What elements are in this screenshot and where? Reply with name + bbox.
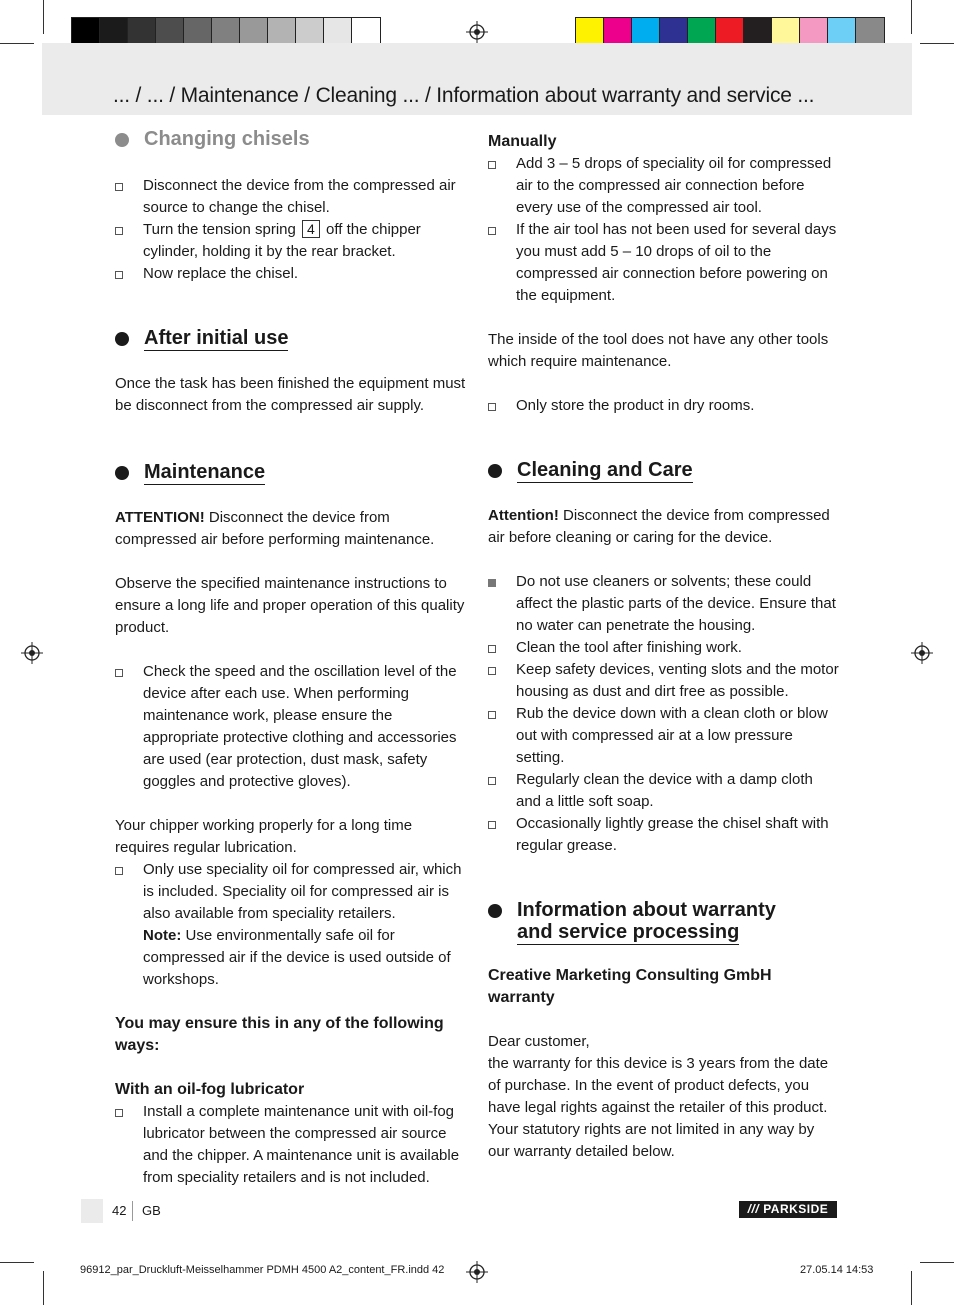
checkbox-bullet-icon [115,1109,123,1117]
checkbox-bullet-icon [488,777,496,785]
section-heading-warranty: Information about warranty and service processing [488,899,840,943]
left-column [115,128,467,1189]
color-swatch [296,18,324,46]
paragraph: the warranty for this device is 3 years from the date of purchase. In the event of product defects, you have legal rights against the retailer of this product. Your statutory rights are not limited in any way by our warranty detailed below. [488,1055,829,1160]
subheading: Manually [488,133,557,150]
file-info: 96912_par_Druckluft-Meisselhammer PDMH 4500 A2_content_FR.indd 42 [80,1264,445,1276]
checkbox-bullet-icon [488,711,496,719]
color-swatch [632,18,660,46]
color-swatch [688,18,716,46]
checkbox-bullet-icon [488,227,496,235]
crop-mark [920,43,954,44]
checkbox-bullet-icon [115,183,123,191]
list-item: Install a complete maintenance unit with oil-fog lubricator between the compressed air source and the chipper. A maintenance unit is available from speciality retailers and is not included. [115,1101,467,1189]
right-column [488,131,840,1163]
logo-stripes-icon: /// [747,1202,760,1216]
bullet-dot-icon [115,332,129,346]
color-swatch [240,18,268,46]
subheading: With an oil-fog lubricator [115,1081,305,1098]
list-item: Add 3 – 5 drops of speciality oil for compressed air to the compressed air connection before every use of the compressed air tool. [488,153,840,219]
bullet-dot-icon [115,133,129,147]
bullet-dot-icon [115,466,129,480]
color-swatch [716,18,744,46]
registration-mark-icon [21,642,43,664]
bullet-dot-icon [488,904,502,918]
color-swatch [772,18,800,46]
list-item: Check the speed and the oscillation level of the device after each use. When performing maintenance work, please ensure the appropriate protective clothing and accessories are used (ear protection, dust mask, safety goggles and protective gloves). [115,661,467,793]
registration-mark-icon [466,1261,488,1283]
checkbox-bullet-icon [115,867,123,875]
registration-mark-icon [911,642,933,664]
color-swatch [100,18,128,46]
checkbox-bullet-icon [488,403,496,411]
list-item: Disconnect the device from the compressed air source to change the chisel. [115,175,467,219]
checkbox-bullet-icon [115,669,123,677]
color-swatch [828,18,856,46]
subheading: You may ensure this in any of the following ways: [115,1015,444,1054]
crop-mark [0,1262,34,1263]
parkside-logo: /// PARKSIDE [739,1201,837,1218]
crop-mark [911,1271,912,1305]
page-number-tab [81,1199,103,1223]
checkbox-bullet-icon [488,821,496,829]
paragraph: Observe the specified maintenance instructions to ensure a long life and proper operation of this quality product. [115,575,465,636]
square-bullet-icon [488,579,496,587]
color-swatch [268,18,296,46]
page-number: 42 [112,1203,127,1218]
attention-paragraph: Attention! Disconnect the device from compressed air before cleaning or caring for the device. [488,507,830,546]
section-heading-maintenance: Maintenance [115,461,467,485]
list-item: Regularly clean the device with a damp cloth and a little soft soap. [488,769,840,813]
checkbox-bullet-icon [488,667,496,675]
paragraph: Your chipper working properly for a long time requires regular lubrication. [115,817,413,856]
checkbox-bullet-icon [488,161,496,169]
crop-mark [920,1262,954,1263]
color-swatch [72,18,100,46]
list-item: Clean the tool after finishing work. [488,637,840,659]
list-item: Do not use cleaners or solvents; these could affect the plastic parts of the device. Ensure that no water can penetrate the housing. [488,571,840,637]
color-swatch [660,18,688,46]
color-swatch [576,18,604,46]
registration-mark-icon [466,21,488,43]
part-number-box: 4 [302,220,320,238]
list-item: Now replace the chisel. [115,263,467,285]
crop-mark [43,1271,44,1305]
language-code: GB [142,1203,161,1218]
section-heading-changing-chisels: Changing chisels [115,128,467,151]
section-heading-cleaning-and-care: Cleaning and Care [488,459,840,483]
paragraph: The inside of the tool does not have any other tools which require maintenance. [488,331,829,370]
color-swatch [604,18,632,46]
checkbox-bullet-icon [488,645,496,653]
subheading: Creative Marketing Consulting GmbH warranty [488,967,772,1006]
color-swatch [184,18,212,46]
attention-paragraph: ATTENTION! Disconnect the device from compressed air before performing maintenance. [115,509,435,548]
color-swatch [212,18,240,46]
section-heading-after-initial-use: After initial use [115,327,467,351]
checkbox-bullet-icon [115,271,123,279]
color-swatch [128,18,156,46]
divider [132,1201,133,1221]
color-swatch [800,18,828,46]
list-item: Only store the product in dry rooms. [488,395,840,417]
paragraph: Dear customer, [488,1033,590,1050]
crop-mark [911,0,912,34]
checkbox-bullet-icon [115,227,123,235]
file-date: 27.05.14 14:53 [800,1264,874,1276]
bullet-dot-icon [488,464,502,478]
crop-mark [0,43,34,44]
crop-mark [43,0,44,34]
list-item: Keep safety devices, venting slots and the motor housing as dust and dirt free as possible. [488,659,840,703]
list-item: Turn the tension spring 4 off the chipper cylinder, holding it by the rear bracket. [115,219,467,263]
list-item: If the air tool has not been used for several days you must add 5 – 10 drops of oil to the compressed air connection before powering on the equipment. [488,219,840,307]
breadcrumb: ... / ... / Maintenance / Cleaning ... / Information about warranty and service ... [113,84,815,107]
color-swatch [744,18,772,46]
list-item: Rub the device down with a clean cloth or blow out with compressed air at a low pressure setting. [488,703,840,769]
paragraph: Once the task has been finished the equipment must be disconnect from the compressed air supply. [115,375,466,414]
color-swatch [352,18,380,46]
list-item: Only use speciality oil for compressed air, which is included. Speciality oil for compressed air is also available from speciality retailers. Note: Use environmentally safe oil for compressed air if the device is used outside of workshops. [115,859,467,991]
color-swatch [156,18,184,46]
color-swatch [856,18,884,46]
color-swatch [324,18,352,46]
list-item: Occasionally lightly grease the chisel shaft with regular grease. [488,813,840,857]
